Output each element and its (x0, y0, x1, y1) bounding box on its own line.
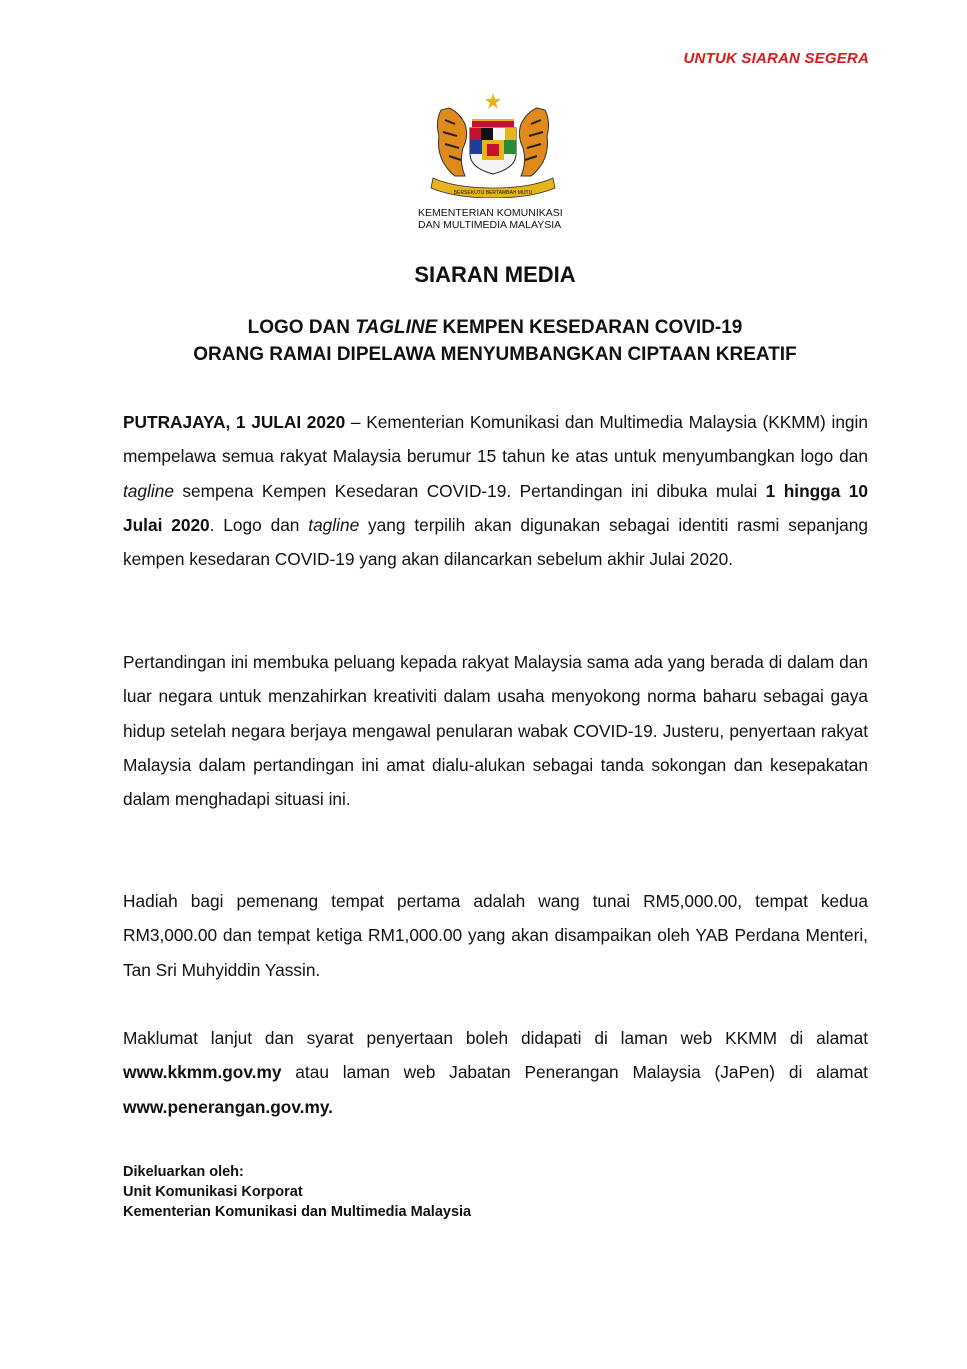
issuer-ministry: Kementerian Komunikasi dan Multimedia Malaysia (123, 1204, 472, 1220)
issuer-unit: Unit Komunikasi Korporat (123, 1184, 303, 1200)
headline-line2: ORANG RAMAI DIPELAWA MENYUMBANGKAN CIPTAAN KREATIF (193, 344, 797, 365)
headline-line1: LOGO DAN TAGLINE KEMPEN KESEDARAN COVID-19 (247, 317, 743, 338)
ministry-name-line2: DAN MULTIMEDIA MALAYSIA (418, 219, 562, 231)
ministry-name-line1: KEMENTERIAN KOMUNIKASI (418, 207, 563, 219)
issued-by-label: Dikeluarkan oleh: (123, 1164, 244, 1180)
issuer-block (123, 1162, 471, 1222)
paragraph-purpose: Pertandingan ini membuka peluang kepada rakyat Malaysia sama ada yang berada di dalam dan luar negara untuk menzahirkan kreativiti dalam usaha menyokong norma baharu sebagai gaya hidup setelah negara berjaya mengawal penularan wabak COVID-19. Justeru, penyertaan rakyat Malaysia dalam pertandingan ini amat dialu-alukan sebagai tanda sokongan dan kesepakatan dalam menghadapi situasi ini. (123, 652, 868, 810)
document-type: SIARAN MEDIA (414, 262, 576, 287)
paragraph-info: Maklumat lanjut dan syarat penyertaan boleh didapati di laman web KKMM di alamat www.kkmm.gov.my atau laman web Jabatan Penerangan Malaysia (JaPen) di alamat www.penerangan.gov.my. (123, 1028, 868, 1117)
paragraph-prizes: Hadiah bagi pemenang tempat pertama adalah wang tunai RM5,000.00, tempat kedua RM3,000.00 dan tempat ketiga RM1,000.00 yang akan disampaikan oleh YAB Perdana Menteri, Tan Sri Muhyiddin Yassin. (123, 891, 868, 980)
release-tag: UNTUK SIARAN SEGERA (683, 50, 869, 67)
contest-dates: 1 hingga 10 Julai 2020 (123, 480, 868, 535)
ministry-name (418, 207, 578, 231)
japen-website-link[interactable]: www.penerangan.gov.my. (123, 1096, 333, 1117)
kkmm-website-link[interactable]: www.kkmm.gov.my (123, 1062, 282, 1083)
headline (0, 314, 967, 368)
svg-text:BERSEKUTU BERTAMBAH MUTU: BERSEKUTU BERTAMBAH MUTU (453, 190, 533, 196)
malaysia-coat-of-arms-icon (425, 92, 561, 198)
dateline: PUTRAJAYA, 1 JULAI 2020 (123, 412, 346, 432)
paragraph-intro: PUTRAJAYA, 1 JULAI 2020 – Kementerian Komunikasi dan Multimedia Malaysia (KKMM) ingin mempelawa semua rakyat Malaysia berumur 15 tahun ke atas untuk menyumbangkan logo dan tagline sempena Kempen Kesedaran COVID-19. Pertandingan ini dibuka mulai 1 hingga 10 Julai 2020. Logo dan tagline yang terpilih akan digunakan sebagai identiti rasmi sepanjang kempen kesedaran COVID-19 yang akan dilancarkan sebelum akhir Julai 2020. (123, 412, 868, 570)
